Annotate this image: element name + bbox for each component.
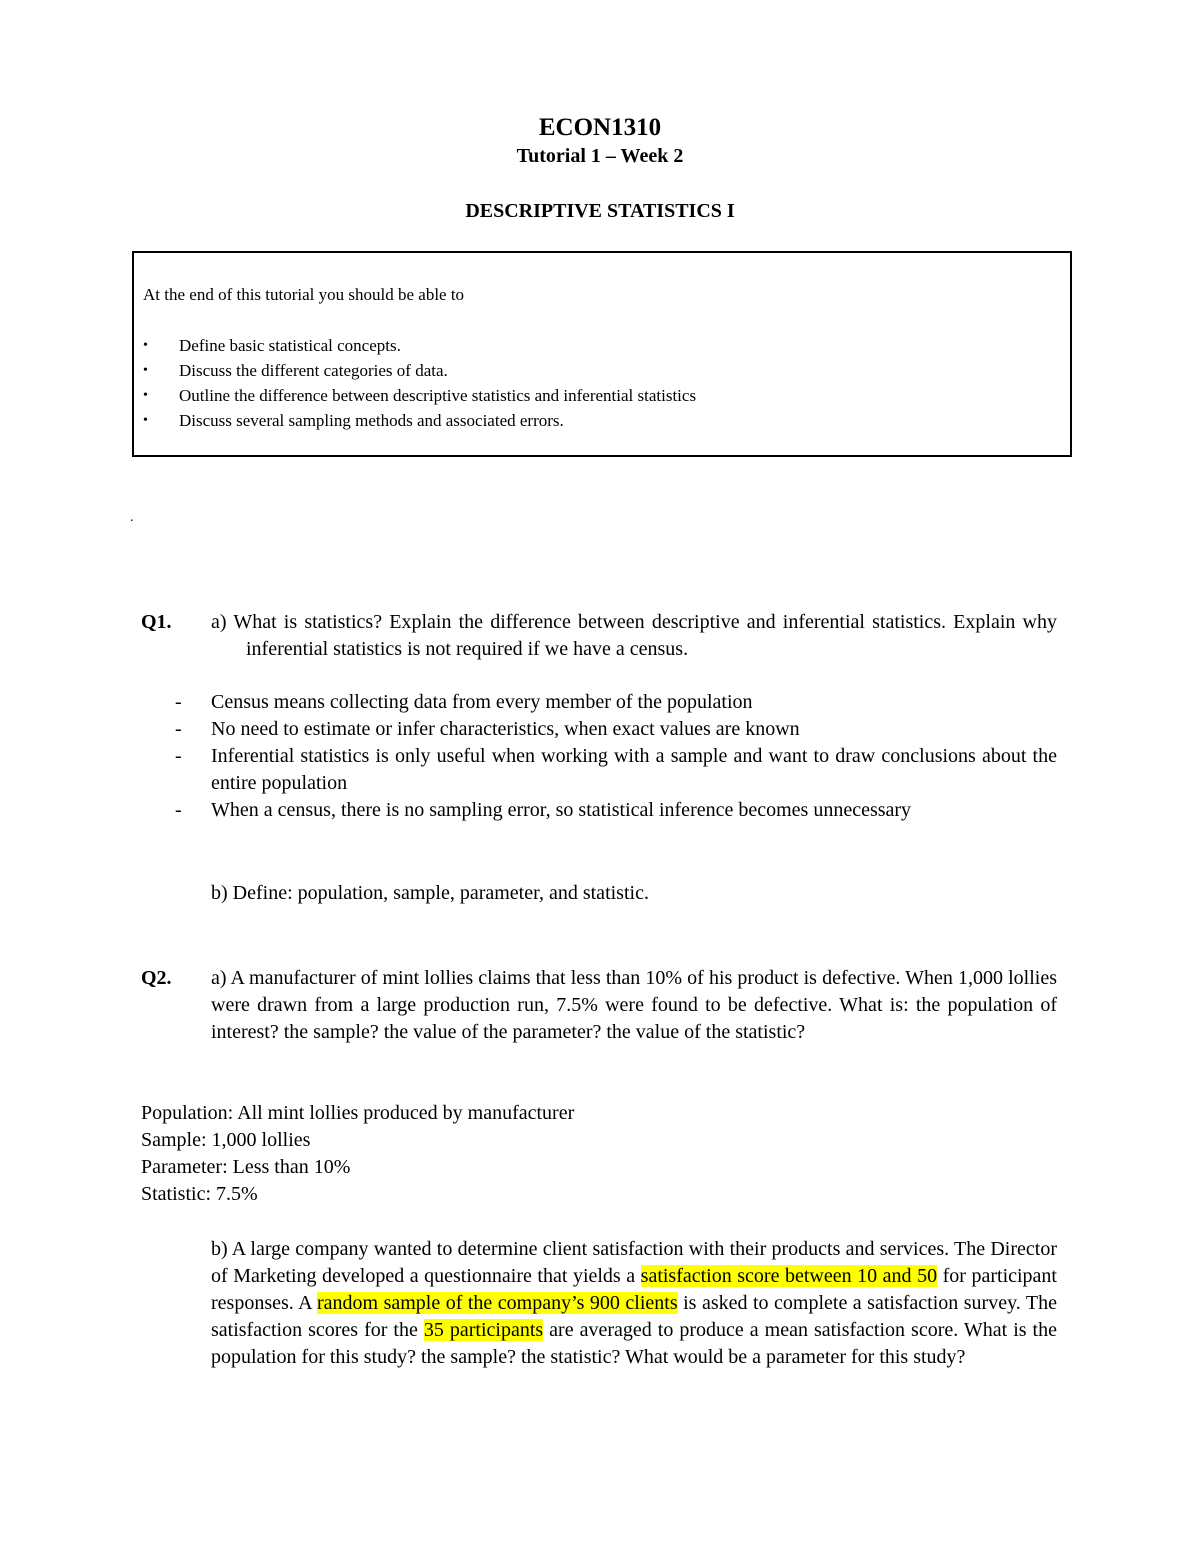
bullet-icon: • [143, 388, 148, 403]
tutorial-title: Tutorial 1 – Week 2 [516, 145, 684, 167]
q2-label: Q2. [141, 967, 172, 989]
objective-item: • Outline the difference between descriptive statistics and inferential statistics [143, 383, 696, 408]
answer-line: Statistic: 7.5% [141, 1183, 258, 1205]
course-code: ECON1310 [538, 114, 662, 141]
bullet-icon: • [143, 363, 148, 378]
answer-line: Sample: 1,000 lollies [141, 1129, 311, 1151]
q1-part-a: a) What is statistics? Explain the difference between descriptive and inferential statistics. Explain why inferential statistics is not required if we have a census. [211, 611, 1057, 660]
list-item: - When a census, there is no sampling error, so statistical inference becomes unnecessary [175, 799, 912, 821]
stray-mark: . [130, 510, 134, 525]
highlight-sample: random sample of the company’s 900 clients [316, 1292, 678, 1314]
q2-part-a: a) A manufacturer of mint lollies claims that less than 10% of his product is defective. When 1,000 lollies were drawn from a large production run, 7.5% were found to be defective. What is: the population of interest? the sample? the value of the parameter? the value of the statistic? [211, 967, 1057, 1043]
answer-line: Parameter: Less than 10% [141, 1156, 351, 1178]
bullet-icon: • [143, 338, 148, 353]
list-item: - No need to estimate or infer characteristics, when exact values are known [175, 718, 800, 740]
answer-line: Population: All mint lollies produced by manufacturer [141, 1102, 575, 1124]
q2-answer-lines [141, 1100, 574, 1208]
list-item: - Census means collecting data from every member of the population [175, 691, 753, 713]
objectives-list [143, 333, 696, 433]
objectives-intro: At the end of this tutorial you should be able to [143, 285, 465, 304]
objective-item: • Discuss the different categories of data. [143, 358, 696, 383]
q1-label: Q1. [141, 611, 172, 633]
bullet-icon: • [143, 413, 148, 428]
q1-part-b: b) Define: population, sample, parameter, and statistic. [211, 882, 649, 904]
highlight-participants: 35 participants [423, 1319, 544, 1341]
highlight-score-range: satisfaction score between 10 and 50 [640, 1265, 938, 1287]
objectives-box [132, 251, 1072, 457]
objective-item: • Define basic statistical concepts. [143, 333, 696, 358]
objective-item: • Discuss several sampling methods and associated errors. [143, 408, 696, 433]
list-item: - Inferential statistics is only useful when working with a sample and want to draw conclusions about the entire population [175, 745, 1057, 794]
topic-heading: DESCRIPTIVE STATISTICS I [465, 200, 735, 222]
q2-part-b: b) A large company wanted to determine client satisfaction with their products and services. The Director of Marketing developed a questionnaire that yields a satisfaction score between 10 and 50 for participant responses. A random sample of the company’s 900 clients is asked to complete a satisfaction survey. The satisfaction scores for the 35 participants are averaged to produce a mean satisfaction score. What is the population for this study? the sample? the statistic? What would be a parameter for this study? [211, 1238, 1057, 1368]
q1-answer-list [175, 689, 1057, 824]
